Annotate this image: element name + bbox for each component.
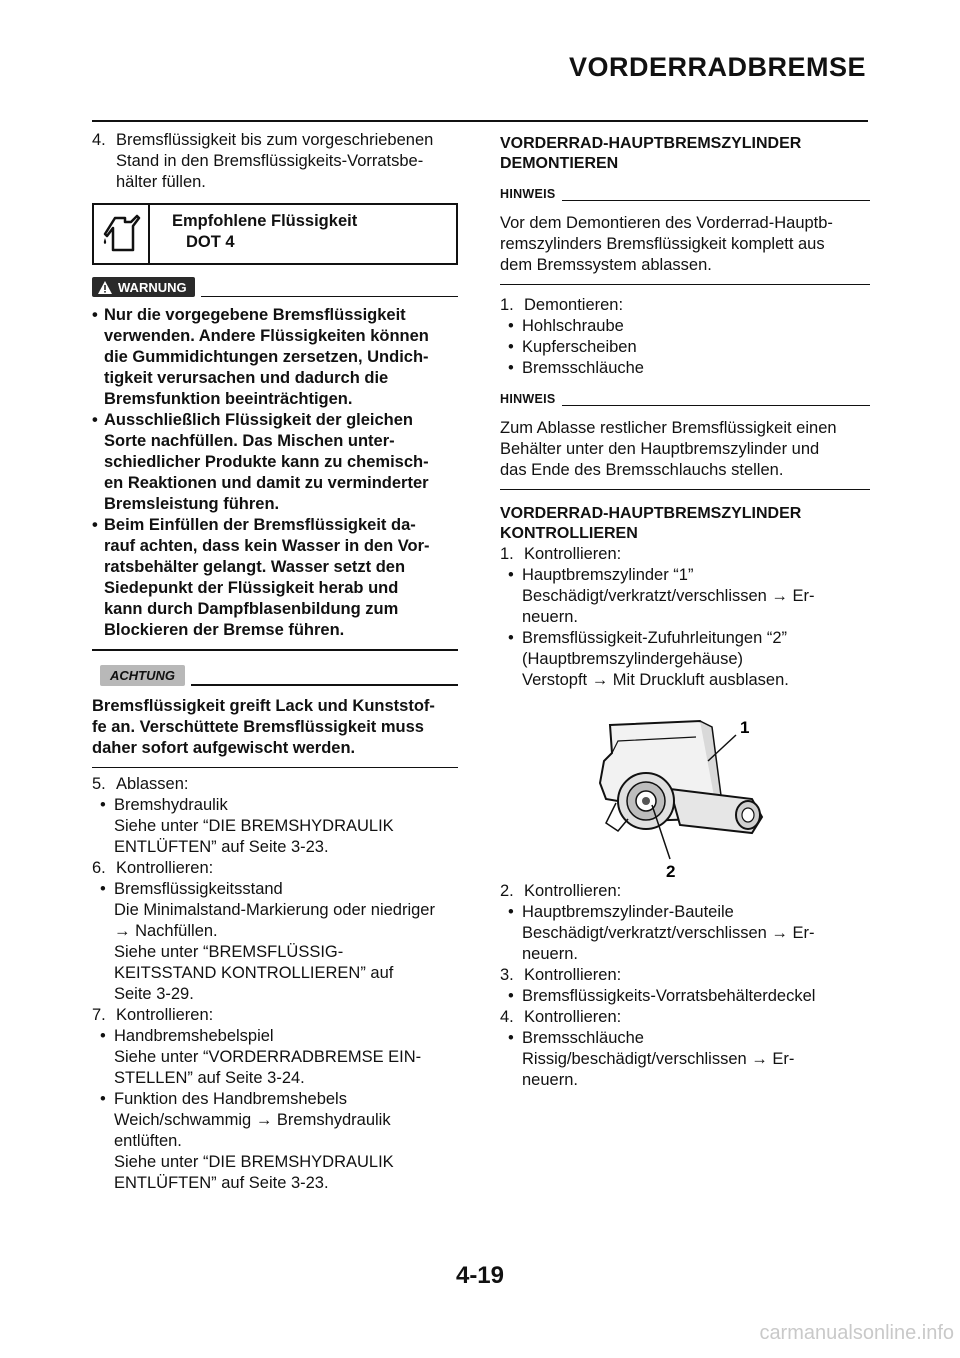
list-item: • Hauptbremszylinder-Bauteile (508, 903, 734, 921)
oil-can-icon (94, 205, 150, 263)
caution-badge: ACHTUNG (100, 665, 185, 686)
list-item: • Bremsflüssigkeits-Vorratsbehälterdeckel (508, 987, 816, 1005)
callout-2: 2 (666, 862, 676, 881)
step-4: 4. Bremsflüssigkeit bis zum vorgeschriebenen Stand in den Bremsflüssigkeits-Vorratsbe- hälter füllen. (92, 131, 434, 191)
caution-header (92, 665, 458, 686)
list-item: • Kupferscheiben (508, 338, 637, 356)
step-2: 2. Kontrollieren: (500, 882, 622, 900)
step-4: 4. Kontrollieren: (500, 1008, 622, 1026)
note-body: Zum Ablasse restlicher Bremsflüssigkeit einen Behälter unter den Hauptbremszylinder und das Ende des Bremsschlauchs stellen. (500, 419, 837, 479)
master-cylinder-drawing (500, 691, 870, 881)
step-3: 3. Kontrollieren: (500, 966, 622, 984)
recommended-fluid-box (92, 203, 458, 265)
warning-header (92, 277, 458, 297)
section-title-kontrollieren: VORDERRAD-HAUPTBREMSZYLINDER KONTROLLIEREN (500, 505, 802, 542)
list-item: • Bremsschläuche (508, 359, 644, 377)
list-item: • Handbremshebelspiel (100, 1027, 274, 1045)
page-title: VORDERRADBREMSE (568, 52, 866, 82)
warning-bullet: • Nur die vorgegebene Bremsflüssigkeit verwenden. Andere Flüssigkeiten können die Gummidichtungen zersetzen, Undich- tigkeit verursachen und dadurch die Bremsfunktion beeinträchtigen. (92, 306, 429, 408)
left-column: 4. Bremsflüssigkeit bis zum vorgeschriebenen Stand in den Bremsflüssigkeits-Vorratsbe- hälter füllen. Empfohlene Flüssigkeit DOT 4 WARNUNG • Nur die vorgegebene Bremsflüssigkeit verwenden. Andere Flüssigkeiten können die Gummidichtungen zersetzen, Undich- tigkeit verursachen und dadurch die Bremsfunktion beeinträchtigen. • Ausschließlich Flüssigkeit der gleichen Sorte nachfüllen. Das Mischen unter- schiedlicher Produkte kann zu chemisch- en Reaktionen und damit zu verminderter Bremsleistung führen. • Beim Einfüllen der Bremsflüssigkeit da- rauf achten, dass kein Wasser in den Vor- ratsbehälter gelangt. Wasser setzt den Siedepunkt der Flüssigkeit herab und kann durch Dampfblasenbildung zum Blockieren der Bremse führen. ACHTUNG Bremsflüssigkeit greift Lack und Kunststof- fe an. Verschüttete Bremsflüssigkeit muss daher sofort aufgewischt werden. 5. Ablassen: • Bremshydraulik Siehe unter “DIE BREMSHYDRAULIK ENTLÜFTEN” auf Seite 3-23. 6. Kontrollieren: • Bremsflüssigkeitsstand Die Minimalstand-Markierung oder niedriger → Nachfüllen. Siehe unter “BREMSFLÜSSIG- KEITSSTAND KONTROLLIEREN” auf Seite 3-29. 7. Kontrollieren: • Handbremshebelspiel Siehe unter “VORDERRADBREMSE EIN- STELLEN” auf Seite 3-24. • Funktion des Handbremshebels Weich/schwammig → Bremshydraulik entlüften. Siehe unter “DIE BREMSHYDRAULIK ENTLÜFTEN” auf Seite 3-23. (92, 130, 458, 1194)
list-item: • Hohlschraube (508, 317, 624, 335)
list-item: • Bremsschläuche (508, 1029, 644, 1047)
right-column: VORDERRAD-HAUPTBREMSZYLINDER DEMONTIEREN HINWEIS Vor dem Demontieren des Vorderrad-Hauptb- remszylinders Bremsflüssigkeit komplett aus dem Bremssystem ablassen. 1. Demontieren: • Hohlschraube • Kupferscheiben • Bremsschläuche HINWEIS Zum Ablasse restlicher Bremsflüssigkeit einen Behälter unter den Hauptbremszylinder und das Ende des Bremsschlauchs stellen. VORDERRAD-HAUPTBREMSZYLINDER KONTROLLIEREN 1. Kontrollieren: • Hauptbremszylinder “1” Beschädigt/verkratzt/verschlissen → Er- neuern. • Bremsflüssigkeit-Zufuhrleitungen “2” (Hauptbremszylindergehäuse) Verstopft → Mit Druckluft ausblasen. 1 2 2. Kontrollieren: • Hauptbremszylinder-Bauteile Beschädigt/verkratzt/verschlissen → Er- neuern. 3. Kontrollieren: • Bremsflüssigkeits-Vorratsbehälterdeckel 4. Kontrollieren: • Bremsschläuche Rissig/beschädigt/verschlissen → Er- neuern. (500, 130, 870, 1091)
fluid-value: DOT 4 (186, 233, 235, 251)
title-rule (92, 120, 868, 122)
fluid-title: Empfohlene Flüssigkeit (172, 212, 358, 230)
list-item: • Hauptbremszylinder “1” (508, 566, 694, 584)
warning-badge: WARNUNG (92, 277, 195, 297)
note-body: Vor dem Demontieren des Vorderrad-Hauptb- remszylinders Bremsflüssigkeit komplett aus dem Bremssystem ablassen. (500, 214, 833, 274)
warning-bullet: • Beim Einfüllen der Bremsflüssigkeit da- rauf achten, dass kein Wasser in den Vor- ratsbehälter gelangt. Wasser setzt den Siedepunkt der Flüssigkeit herab und kann durch Dampfblasenbildung zum Blockieren der Bremse führen. (92, 516, 430, 639)
warning-icon (98, 281, 112, 294)
step-1: 1. Kontrollieren: (500, 545, 622, 563)
caution-body: Bremsflüssigkeit greift Lack und Kunststof- fe an. Verschüttete Bremsflüssigkeit muss daher sofort aufgewischt werden. (92, 696, 435, 757)
callout-1: 1 (740, 718, 750, 737)
watermark: carmanualsonline.info (759, 1322, 954, 1344)
step-6: 6. Kontrollieren: (92, 859, 214, 877)
step-7: 7. Kontrollieren: (92, 1006, 214, 1024)
master-cylinder-figure (500, 691, 870, 881)
section-title-demontieren: VORDERRAD-HAUPTBREMSZYLINDER DEMONTIEREN (500, 135, 802, 172)
warning-body (92, 297, 458, 641)
step-1: 1. Demontieren: (500, 296, 624, 314)
step-5: 5. Ablassen: (92, 775, 189, 793)
warning-bullet: • Ausschließlich Flüssigkeit der gleichen Sorte nachfüllen. Das Mischen unter- schiedlicher Produkte kann zu chemisch- en Reaktionen und damit zu verminderter Bremsleistung führen. (92, 411, 429, 513)
list-item: • Bremsflüssigkeitsstand (100, 880, 283, 898)
page-number: 4-19 (455, 1262, 505, 1289)
list-item: • Funktion des Handbremshebels (100, 1090, 347, 1108)
list-item: • Bremsflüssigkeit-Zufuhrleitungen “2” (508, 629, 788, 647)
list-item: • Bremshydraulik (100, 796, 228, 814)
note-header: HINWEIS (500, 184, 870, 205)
note-header: HINWEIS (500, 389, 870, 410)
